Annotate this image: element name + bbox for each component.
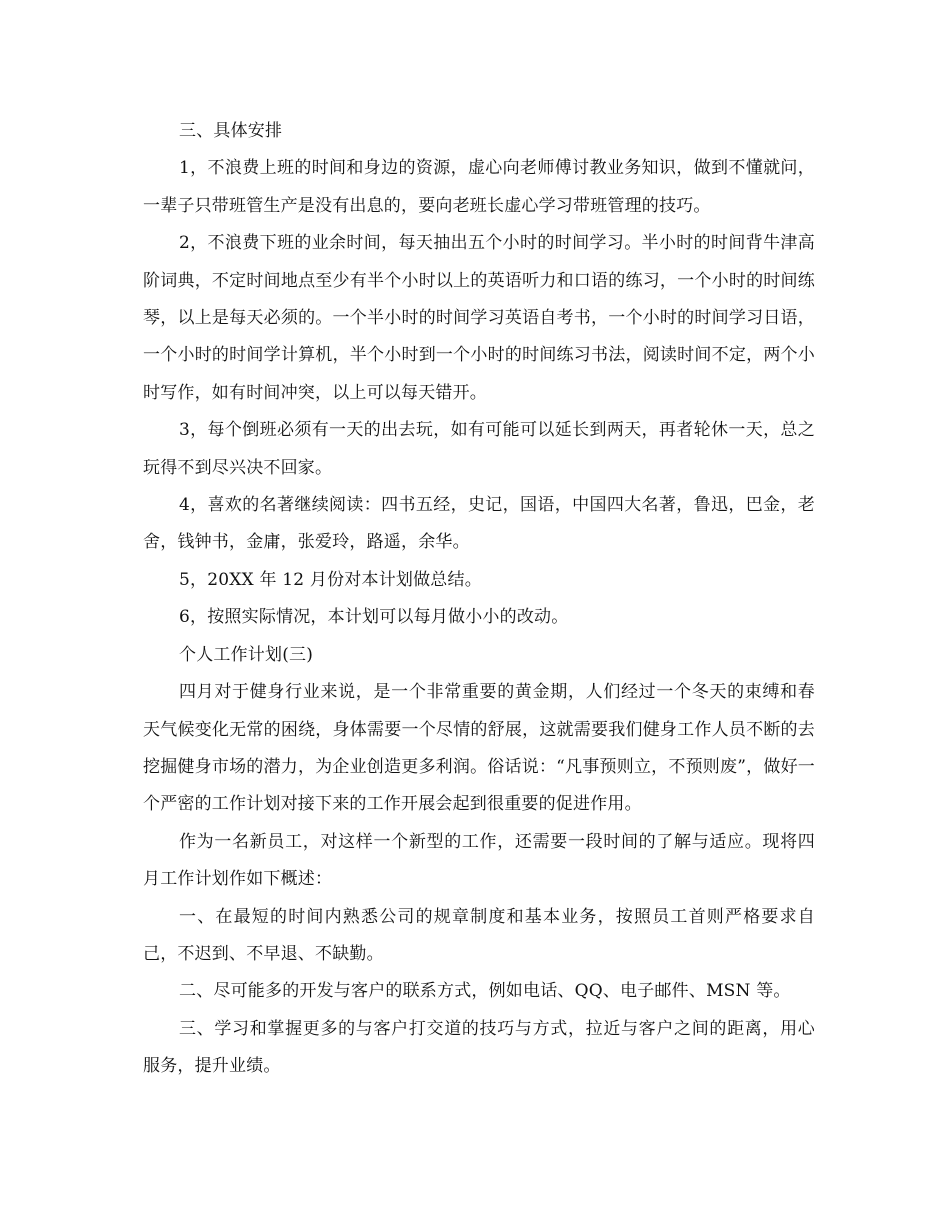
paragraph-item-3: 3，每个倒班必须有一天的出去玩，如有可能可以延长到两天，再者轮休一天，总之玩得不到尽兴决不回家。 xyxy=(143,420,815,478)
paragraph-item-4: 4，喜欢的名著继续阅读：四书五经，史记，国语，中国四大名著，鲁迅，巴金，老舍，钱钟书，金庸，张爱玲，路遥，余华。 xyxy=(143,495,815,553)
section-title-work-plan-3: 个人工作计划(三) xyxy=(179,644,314,665)
paragraph-point-1: 一、在最短的时间内熟悉公司的规章制度和基本业务，按照员工首则严格要求自己，不迟到、不早退、不缺勤。 xyxy=(143,906,815,964)
paragraph-point-3: 三、学习和掌握更多的与客户打交道的技巧与方式，拉近与客户之间的距离，用心服务，提升业绩。 xyxy=(143,1018,815,1077)
paragraph-intro-april: 四月对于健身行业来说，是一个非常重要的黄金期，人们经过一个冬天的束缚和春天气候变化无常的困绕，身体需要一个尽情的舒展，这就需要我们健身工作人员不断的去挖掘健身市场的潜力，为企业创造更多利润。俗话说：“凡事预则立，不预则废”，做好一个严密的工作计划对接下来的工作开展会起到很重要的促进作用。 xyxy=(143,682,815,815)
document-body xyxy=(143,113,815,1086)
paragraph-item-1: 1，不浪费上班的时间和身边的资源，虚心向老师傅讨教业务知识，做到不懂就问，一辈子只带班管生产是没有出息的，要向老班长虚心学习带班管理的技巧。 xyxy=(143,158,815,216)
paragraph-point-2: 二、尽可能多的开发与客户的联系方式，例如电话、QQ、电子邮件、MSN 等。 xyxy=(179,981,791,1002)
paragraph-item-5: 5，20XX 年 12 月份对本计划做总结。 xyxy=(179,569,482,590)
paragraph-new-employee: 作为一名新员工，对这样一个新型的工作，还需要一段时间的了解与适应。现将四月工作计划作如下概述： xyxy=(143,831,815,890)
paragraph-item-6: 6，按照实际情况，本计划可以每月做小小的改动。 xyxy=(179,607,569,628)
paragraph-item-2: 2，不浪费下班的业余时间，每天抽出五个小时的时间学习。半小时的时间背牛津高阶词典，不定时间地点至少有半个小时以上的英语听力和口语的练习，一个小时的时间练琴，以上是每天必须的。一个半小时的时间学习英语自考书，一个小时的时间学习日语，一个小时的时间学计算机，半个小时到一个小时的时间练习书法，阅读时间不定，两个小时写作，如有时间冲突，以上可以每天错开。 xyxy=(143,233,815,403)
heading-specific-arrangements: 三、具体安排 xyxy=(179,121,283,141)
